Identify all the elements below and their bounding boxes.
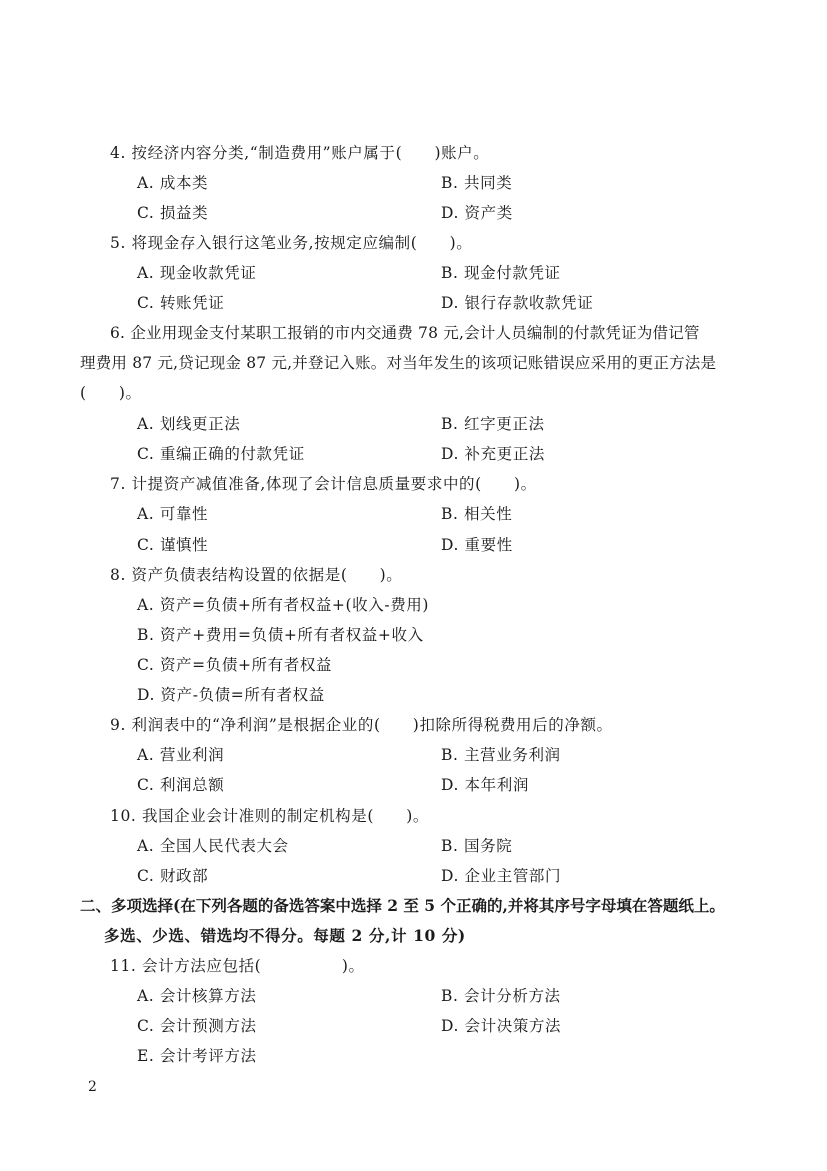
question-11-stem: 11. 会计方法应包括( )。 [110, 957, 365, 975]
question-9-option-a: A. 营业利润 [137, 746, 225, 764]
question-4-option-b: B. 共同类 [441, 174, 513, 192]
question-4-option-c: C. 损益类 [137, 204, 209, 222]
question-10-stem: 10. 我国企业会计准则的制定机构是( )。 [110, 807, 429, 825]
question-10-option-d: D. 企业主管部门 [441, 867, 562, 885]
question-11-option-a: A. 会计核算方法 [137, 987, 257, 1005]
question-7-stem: 7. 计提资产减值准备,体现了会计信息质量要求中的( )。 [110, 475, 537, 493]
question-5-option-b: B. 现金付款凭证 [441, 264, 561, 282]
page-number: 2 [88, 1079, 98, 1095]
question-5-option-d: D. 银行存款收款凭证 [441, 294, 594, 312]
question-11-option-e: E. 会计考评方法 [137, 1047, 257, 1065]
question-6-option-b: B. 红字更正法 [441, 415, 545, 433]
question-8-option-d: D. 资产-负债=所有者权益 [137, 686, 325, 704]
question-5-stem: 5. 将现金存入银行这笔业务,按规定应编制( )。 [110, 234, 473, 252]
section-2-heading-line1: 二、多项选择(在下列各题的备选答案中选择 2 至 5 个正确的,并将其序号字母填在答题纸上。 [80, 896, 725, 915]
question-4-stem: 4. 按经济内容分类,“制造费用”账户属于( )账户。 [110, 144, 490, 162]
question-6-stem-line3: ( )。 [80, 384, 142, 402]
section-2-heading-line2: 多选、少选、错选均不得分。每题 2 分,计 10 分) [104, 926, 466, 945]
question-11-option-d: D. 会计决策方法 [441, 1017, 562, 1035]
question-6-option-a: A. 划线更正法 [137, 415, 241, 433]
question-10-option-c: C. 财政部 [137, 867, 209, 885]
question-10-option-a: A. 全国人民代表大会 [137, 837, 289, 855]
question-6-option-d: D. 补充更正法 [441, 445, 546, 463]
question-9-option-c: C. 利润总额 [137, 776, 225, 794]
question-5-option-c: C. 转账凭证 [137, 294, 225, 312]
question-5-option-a: A. 现金收款凭证 [137, 264, 257, 282]
question-11-option-c: C. 会计预测方法 [137, 1017, 257, 1035]
question-4-option-a: A. 成本类 [137, 174, 209, 192]
question-9-option-d: D. 本年利润 [441, 776, 529, 794]
question-7-option-a: A. 可靠性 [137, 505, 209, 523]
question-6-stem-line1: 6. 企业用现金支付某职工报销的市内交通费 78 元,会计人员编制的付款凭证为借记管 [110, 324, 700, 342]
question-11-option-b: B. 会计分析方法 [441, 987, 561, 1005]
question-8-option-b: B. 资产+费用=负债+所有者权益+收入 [137, 626, 424, 644]
question-7-option-d: D. 重要性 [441, 536, 513, 554]
question-8-stem: 8. 资产负债表结构设置的依据是( )。 [110, 566, 403, 584]
question-6-option-c: C. 重编正确的付款凭证 [137, 445, 305, 463]
question-10-option-b: B. 国务院 [441, 837, 513, 855]
question-9-option-b: B. 主营业务利润 [441, 746, 561, 764]
question-9-stem: 9. 利润表中的“净利润”是根据企业的( )扣除所得税费用后的净额。 [110, 716, 613, 734]
question-8-option-a: A. 资产=负债+所有者权益+(收入-费用) [137, 596, 430, 614]
question-8-option-c: C. 资产=负债+所有者权益 [137, 656, 333, 674]
question-7-option-c: C. 谨慎性 [137, 536, 209, 554]
question-4-option-d: D. 资产类 [441, 204, 513, 222]
question-6-stem-line2: 理费用 87 元,贷记现金 87 元,并登记入账。对当年发生的该项记账错误应采用的更正方法是 [80, 354, 717, 372]
question-7-option-b: B. 相关性 [441, 505, 513, 523]
